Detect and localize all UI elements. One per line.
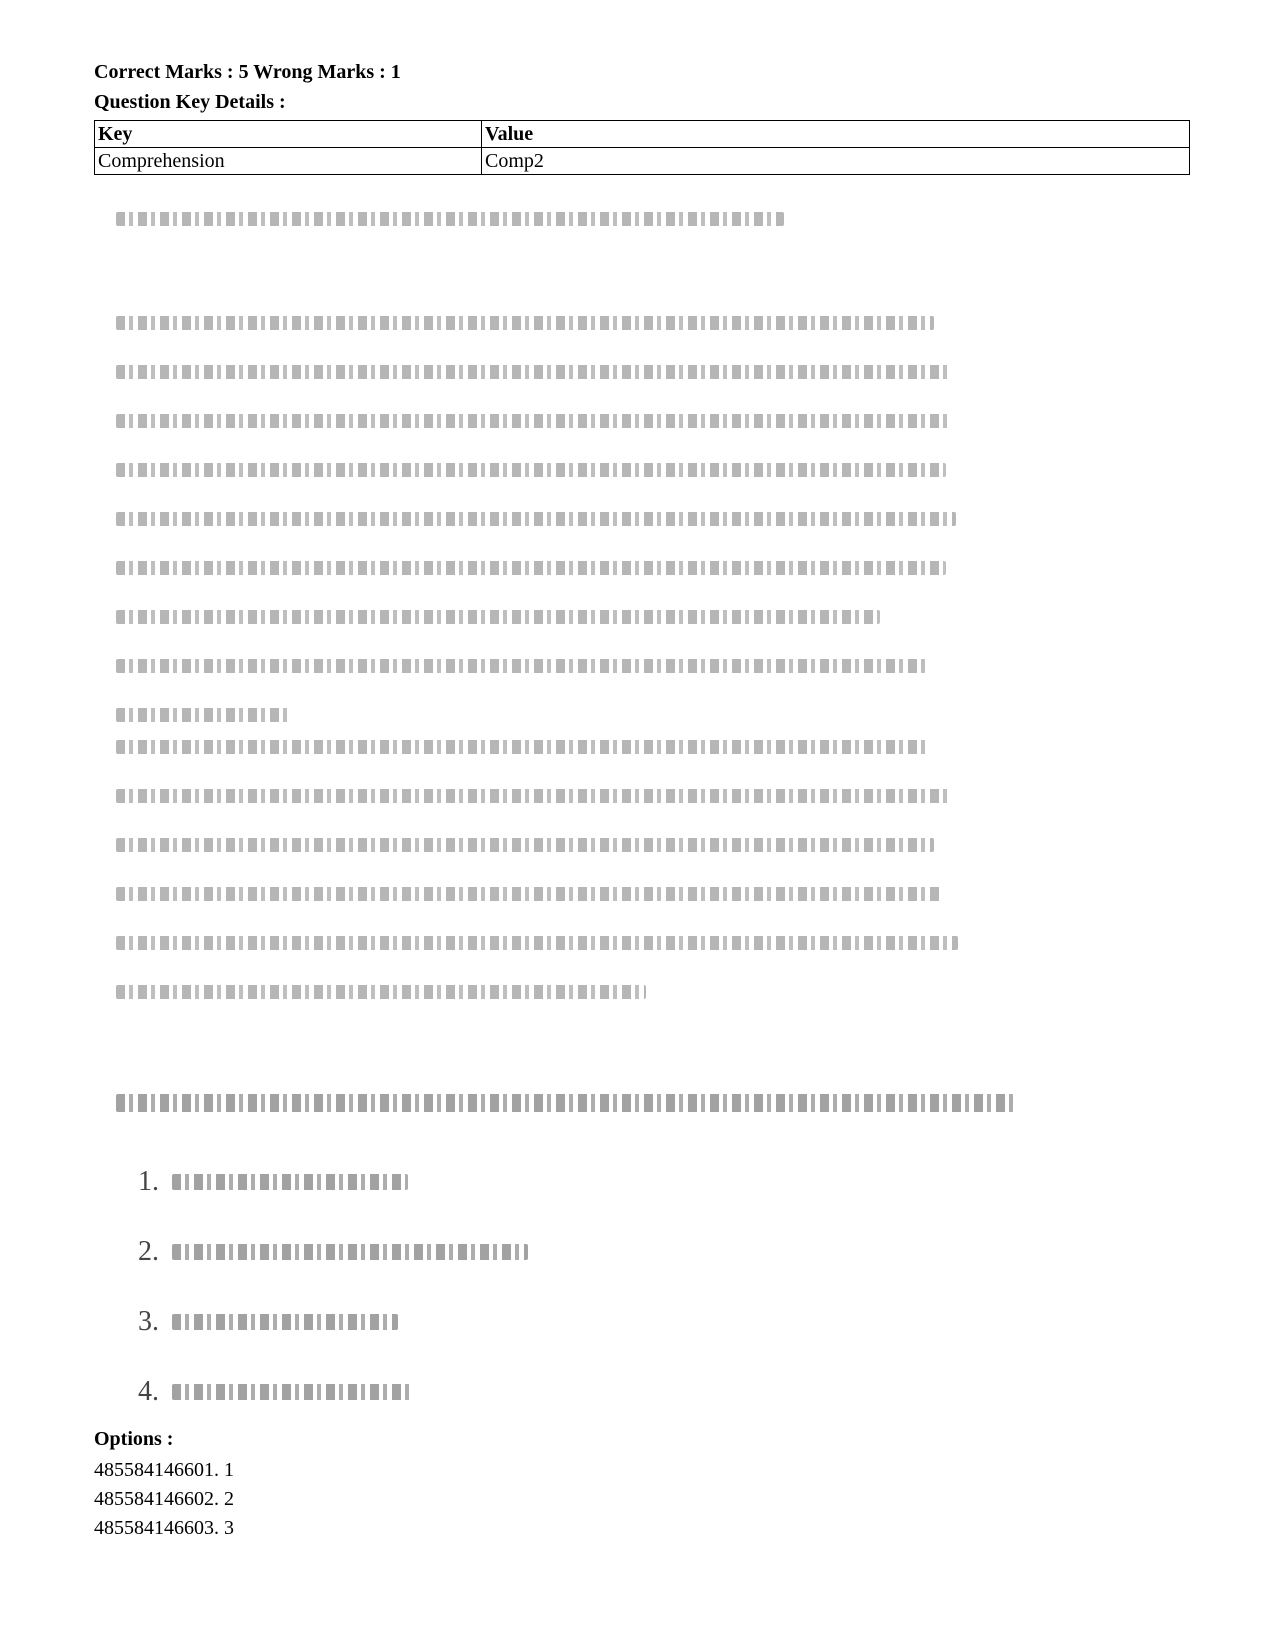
marks-line: Correct Marks : 5 Wrong Marks : 1 (94, 61, 401, 83)
tibetan-text-line (172, 1174, 408, 1190)
tibetan-text-line (116, 838, 934, 852)
tibetan-text-line (116, 887, 940, 901)
table-row (95, 148, 1190, 175)
choice-number: 3. (138, 1306, 159, 1337)
tibetan-text-line (116, 985, 646, 999)
tibetan-text-line (116, 365, 952, 379)
choice-number: 2. (138, 1236, 159, 1267)
choice-4 (138, 1374, 528, 1410)
table-header-row (95, 121, 1190, 148)
options-label: Options : (94, 1428, 174, 1450)
tibetan-text-line (172, 1384, 410, 1400)
tibetan-text-line (116, 212, 784, 226)
passage-image (116, 316, 996, 1034)
tibetan-text-line (116, 740, 928, 754)
tibetan-text-line (116, 463, 946, 477)
table-header-value: Value (482, 121, 1190, 148)
table-cell-value: Comp2 (482, 148, 1190, 175)
option-item: 485584146602. 2 (94, 1488, 234, 1510)
choice-number: 4. (138, 1376, 159, 1407)
tibetan-text-line (116, 316, 934, 330)
choice-2 (138, 1234, 528, 1270)
tibetan-text-line (116, 561, 946, 575)
passage-instruction-image (116, 212, 784, 226)
tibetan-text-line (116, 708, 292, 722)
tibetan-text-line (116, 936, 958, 950)
tibetan-text-line (116, 414, 952, 428)
table-header-key: Key (95, 121, 482, 148)
tibetan-text-line (116, 610, 880, 624)
tibetan-text-line (116, 1094, 1014, 1112)
choice-3 (138, 1304, 528, 1340)
option-item: 485584146601. 1 (94, 1459, 234, 1481)
key-details-label: Question Key Details : (94, 91, 286, 113)
choice-1 (138, 1164, 528, 1200)
choice-number: 1. (138, 1166, 159, 1197)
tibetan-text-line (116, 789, 952, 803)
tibetan-text-line (172, 1314, 398, 1330)
tibetan-text-line (116, 659, 928, 673)
options-list (94, 1456, 234, 1543)
answer-choices-image (138, 1164, 528, 1444)
question-text-image (116, 1094, 1014, 1112)
option-item: 485584146603. 3 (94, 1517, 234, 1539)
table-cell-key: Comprehension (95, 148, 482, 175)
tibetan-text-line (172, 1244, 528, 1260)
key-details-table (94, 120, 1190, 175)
tibetan-text-line (116, 512, 956, 526)
